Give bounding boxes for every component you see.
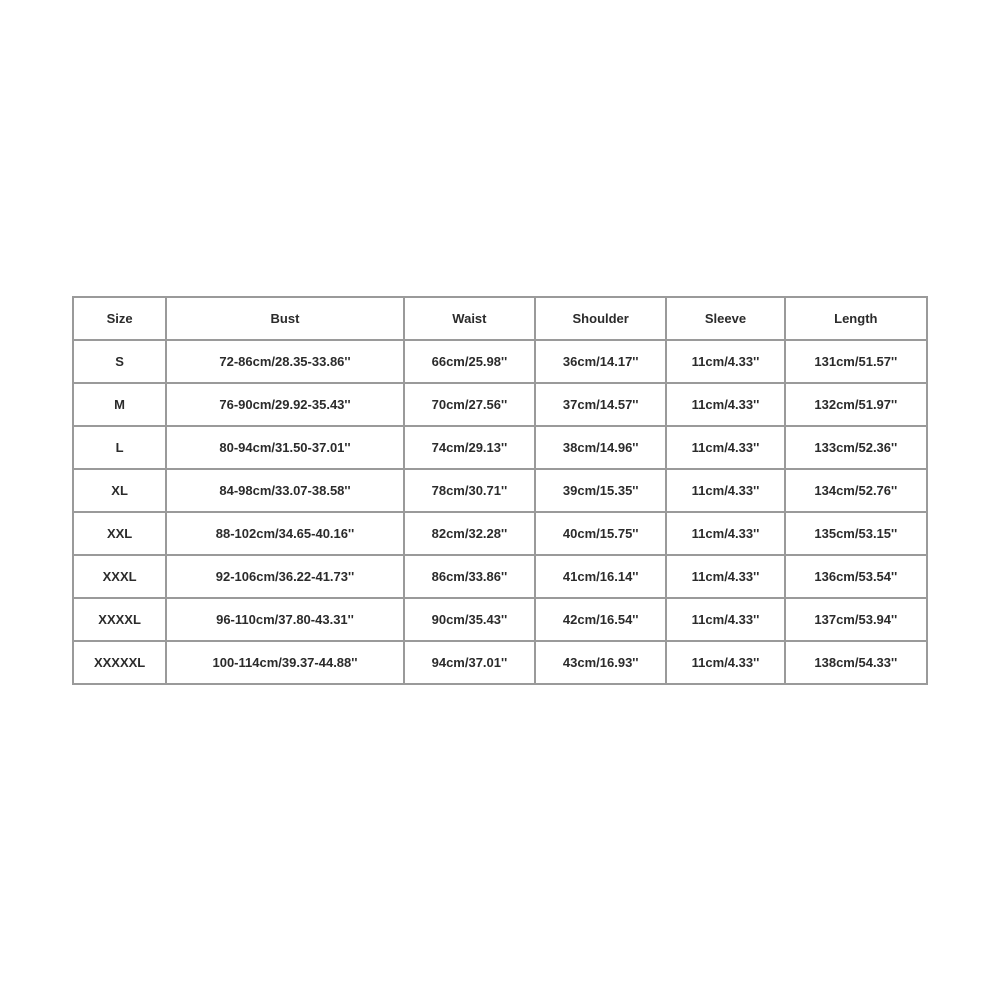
cell-length: 132cm/51.97'' bbox=[785, 383, 927, 426]
cell-length: 131cm/51.57'' bbox=[785, 340, 927, 383]
header-size: Size bbox=[73, 297, 166, 340]
cell-waist: 94cm/37.01'' bbox=[404, 641, 535, 684]
cell-shoulder: 41cm/16.14'' bbox=[535, 555, 666, 598]
cell-shoulder: 40cm/15.75'' bbox=[535, 512, 666, 555]
cell-size: XXXXXL bbox=[73, 641, 166, 684]
cell-sleeve: 11cm/4.33'' bbox=[666, 340, 784, 383]
cell-bust: 96-110cm/37.80-43.31'' bbox=[166, 598, 404, 641]
cell-length: 134cm/52.76'' bbox=[785, 469, 927, 512]
cell-bust: 76-90cm/29.92-35.43'' bbox=[166, 383, 404, 426]
cell-length: 133cm/52.36'' bbox=[785, 426, 927, 469]
cell-bust: 80-94cm/31.50-37.01'' bbox=[166, 426, 404, 469]
cell-shoulder: 38cm/14.96'' bbox=[535, 426, 666, 469]
cell-sleeve: 11cm/4.33'' bbox=[666, 555, 784, 598]
cell-waist: 78cm/30.71'' bbox=[404, 469, 535, 512]
table-row bbox=[73, 469, 927, 512]
cell-size: XXL bbox=[73, 512, 166, 555]
cell-sleeve: 11cm/4.33'' bbox=[666, 469, 784, 512]
cell-size: S bbox=[73, 340, 166, 383]
cell-waist: 74cm/29.13'' bbox=[404, 426, 535, 469]
cell-waist: 70cm/27.56'' bbox=[404, 383, 535, 426]
cell-waist: 86cm/33.86'' bbox=[404, 555, 535, 598]
table-row bbox=[73, 512, 927, 555]
cell-shoulder: 43cm/16.93'' bbox=[535, 641, 666, 684]
cell-shoulder: 37cm/14.57'' bbox=[535, 383, 666, 426]
cell-length: 137cm/53.94'' bbox=[785, 598, 927, 641]
cell-length: 138cm/54.33'' bbox=[785, 641, 927, 684]
cell-bust: 84-98cm/33.07-38.58'' bbox=[166, 469, 404, 512]
cell-sleeve: 11cm/4.33'' bbox=[666, 426, 784, 469]
cell-length: 135cm/53.15'' bbox=[785, 512, 927, 555]
cell-sleeve: 11cm/4.33'' bbox=[666, 512, 784, 555]
table-row bbox=[73, 641, 927, 684]
cell-shoulder: 42cm/16.54'' bbox=[535, 598, 666, 641]
table-row bbox=[73, 598, 927, 641]
cell-bust: 100-114cm/39.37-44.88'' bbox=[166, 641, 404, 684]
header-bust: Bust bbox=[166, 297, 404, 340]
header-waist: Waist bbox=[404, 297, 535, 340]
cell-bust: 92-106cm/36.22-41.73'' bbox=[166, 555, 404, 598]
cell-size: L bbox=[73, 426, 166, 469]
table-row bbox=[73, 555, 927, 598]
table-row bbox=[73, 426, 927, 469]
cell-sleeve: 11cm/4.33'' bbox=[666, 383, 784, 426]
cell-shoulder: 39cm/15.35'' bbox=[535, 469, 666, 512]
cell-sleeve: 11cm/4.33'' bbox=[666, 598, 784, 641]
table-row bbox=[73, 340, 927, 383]
header-length: Length bbox=[785, 297, 927, 340]
cell-length: 136cm/53.54'' bbox=[785, 555, 927, 598]
cell-bust: 72-86cm/28.35-33.86'' bbox=[166, 340, 404, 383]
cell-waist: 82cm/32.28'' bbox=[404, 512, 535, 555]
cell-size: XL bbox=[73, 469, 166, 512]
cell-size: XXXXL bbox=[73, 598, 166, 641]
cell-shoulder: 36cm/14.17'' bbox=[535, 340, 666, 383]
header-row bbox=[73, 297, 927, 340]
cell-size: XXXL bbox=[73, 555, 166, 598]
table-row bbox=[73, 383, 927, 426]
cell-size: M bbox=[73, 383, 166, 426]
cell-sleeve: 11cm/4.33'' bbox=[666, 641, 784, 684]
header-shoulder: Shoulder bbox=[535, 297, 666, 340]
header-sleeve: Sleeve bbox=[666, 297, 784, 340]
size-chart-table bbox=[72, 296, 928, 685]
cell-bust: 88-102cm/34.65-40.16'' bbox=[166, 512, 404, 555]
cell-waist: 66cm/25.98'' bbox=[404, 340, 535, 383]
cell-waist: 90cm/35.43'' bbox=[404, 598, 535, 641]
